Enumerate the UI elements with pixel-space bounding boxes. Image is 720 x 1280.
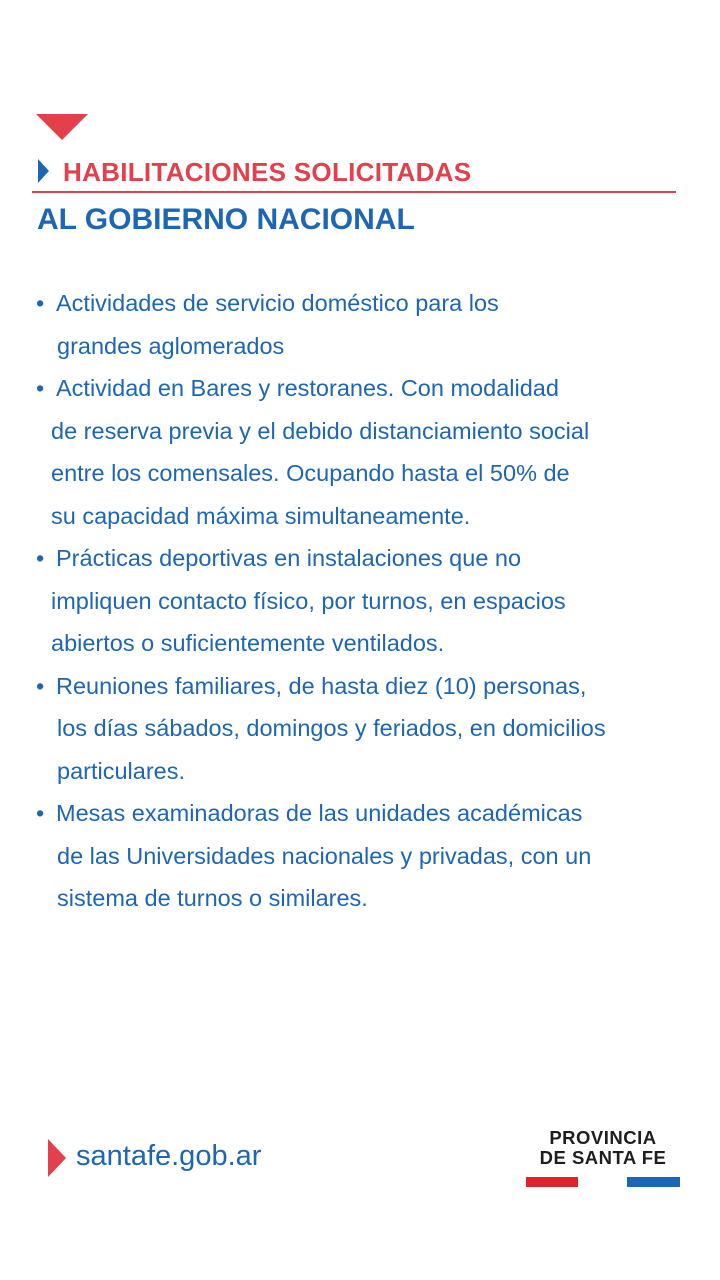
list-item-line: los días sábados, domingos y feriados, en domicilios	[57, 715, 606, 741]
list-item-line: entre los comensales. Ocupando hasta el 50% de	[51, 460, 570, 486]
permissions-list	[36, 282, 676, 920]
list-item-line: Actividades de servicio doméstico para los	[56, 290, 499, 316]
list-item-line: sistema de turnos o similares.	[57, 885, 368, 911]
list-item-line: Mesas examinadoras de las unidades académicas	[56, 800, 583, 826]
bullet-icon: •	[36, 375, 45, 401]
list-item-line: Prácticas deportivas en instalaciones que no	[56, 545, 522, 571]
logo-text-line1: PROVINCIA	[549, 1127, 657, 1148]
provincia-santa-fe-logo	[526, 1128, 680, 1190]
logo-text-line2: DE SANTA FE	[539, 1147, 667, 1168]
bullet-icon: •	[36, 290, 45, 316]
logo-blue-bar	[627, 1177, 680, 1187]
header-divider	[32, 191, 676, 193]
logo-red-bar	[526, 1177, 578, 1187]
bullet-icon: •	[36, 800, 45, 826]
list-item-line: grandes aglomerados	[57, 332, 285, 359]
list-item	[36, 537, 676, 665]
list-item	[36, 282, 676, 367]
list-item-line: Reuniones familiares, de hasta diez (10) personas,	[56, 672, 587, 699]
list-item-line: de reserva previa y el debido distanciamiento social	[51, 417, 590, 444]
list-item-line: particulares.	[57, 757, 185, 784]
list-item-line: impliquen contacto físico, por turnos, en espacios	[51, 587, 566, 614]
footer-arrow-icon	[48, 1139, 66, 1177]
website-url: santafe.gob.ar	[76, 1140, 262, 1172]
list-item-line: Actividad en Bares y restoranes. Con modalidad	[56, 375, 559, 401]
list-item	[36, 367, 676, 537]
section-subtitle: HABILITACIONES SOLICITADAS	[63, 157, 472, 187]
page-title: AL GOBIERNO NACIONAL	[37, 203, 415, 236]
bullet-icon: •	[36, 545, 45, 571]
bullet-icon: •	[36, 672, 45, 699]
header-arrow-icon	[38, 159, 49, 183]
list-item-line: su capacidad máxima simultaneamente.	[51, 502, 471, 529]
list-item	[36, 665, 676, 793]
list-item	[36, 792, 676, 920]
top-red-triangle-icon	[36, 114, 88, 140]
list-item-line: abiertos o suficientemente ventilados.	[51, 630, 445, 656]
list-item-line: de las Universidades nacionales y privadas, con un	[57, 842, 592, 869]
